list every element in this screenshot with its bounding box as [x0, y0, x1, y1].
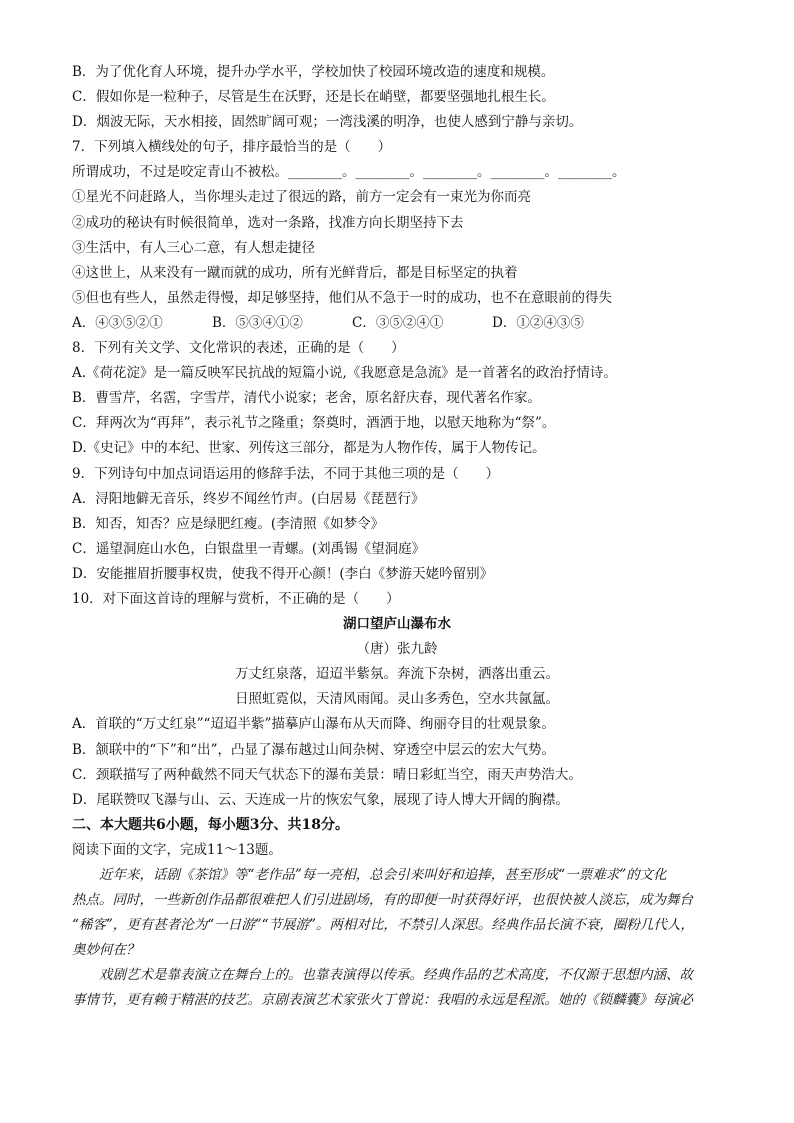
poem-title: 湖口望庐山瀑布水	[343, 616, 451, 633]
q10-option-a: A．首联的“万丈红泉”“迢迢半紫”描摹庐山瀑布从天而降、绚丽夺目的壮观景象。	[72, 716, 555, 733]
reading-passage	[72, 863, 722, 1014]
poem-line-1: 万丈红泉落，迢迢半紫氛。奔流下杂树，洒落出重云。	[235, 666, 559, 683]
q7-item-4: ④这世上，从来没有一蹴而就的成功，所有光鲜背后，都是目标坚定的执着	[72, 264, 518, 281]
q7-choice-a: A．④③⑤②①	[72, 314, 163, 331]
q7-lead-sentence: 所谓成功，不过是咬定青山不被松。________。________。________。________。________。	[72, 164, 626, 181]
q7-item-1: ①星光不问赶路人，当你埋头走过了很远的路，前方一定会有一束光为你而亮	[72, 189, 531, 206]
q8-stem: 8．下列有关文学、文化常识的表述，正确的是（ ）	[72, 340, 405, 357]
poem-line-2: 日照虹霓似，天清风雨闻。灵山多秀色，空水共氤氲。	[235, 691, 559, 708]
q8-option-d: D.《史记》中的本纪、世家、列传这三部分，都是为人物作传，属于人物传记。	[72, 440, 546, 457]
q7-choices	[72, 311, 722, 336]
section-2-intro: 阅读下面的文字，完成11～13题。	[72, 841, 282, 858]
q10-stem: 10．对下面这首诗的理解与赏析，不正确的是（ ）	[72, 590, 400, 607]
q10-option-d: D．尾联赞叹飞瀑与山、云、天连成一片的恢宏气象，展现了诗人博大开阔的胸襟。	[72, 791, 569, 808]
q7-item-5: ⑤但也有些人，虽然走得慢，却足够坚持，他们从不急于一时的成功，也不在意眼前的得失	[72, 289, 612, 306]
q7-item-2: ②成功的秘诀有时候很简单，选对一条路，找准方向长期坚持下去	[72, 214, 464, 231]
poem-author: （唐）张九龄	[356, 641, 438, 658]
q8-option-a: A.《荷花淀》是一篇反映军民抗战的短篇小说,《我愿意是急流》是一首著名的政治抒情诗。	[72, 365, 617, 382]
q7-choice-c: C．③⑤②④①	[352, 314, 444, 331]
section-2-heading: 二、本大题共6小题，每小题3分、共18分。	[72, 816, 349, 833]
q10-option-c: C．颈联描写了两种截然不同天气状态下的瀑布美景：晴日彩虹当空，雨天声势浩大。	[72, 766, 582, 783]
q10-option-b: B．颔联中的“下”和“出”，凸显了瀑布越过山间杂树、穿透空中层云的宏大气势。	[72, 741, 556, 758]
q9-stem: 9．下列诗句中加点词语运用的修辞手法，不同于其他三项的是（ ）	[72, 465, 500, 482]
q7-stem: 7．下列填入横线处的句子，排序最恰当的是（ ）	[72, 139, 392, 156]
q8-option-b: B．曹雪芹，名霑，字雪芹，清代小说家；老舍，原名舒庆春，现代著名作家。	[72, 390, 541, 407]
q8-option-c: C．拜两次为“再拜”，表示礼节之隆重；祭奠时，酒洒于地，以慰天地称为“祭”。	[72, 415, 556, 432]
q6-option-b: B．为了优化育人环境，提升办学水平，学校加快了校园环境改造的速度和规模。	[72, 64, 555, 80]
passage-line: 戏剧艺术是靠表演立在舞台上的。也靠表演得以传承。经典作品的艺术高度，不仅源于思想内涵、故	[99, 967, 693, 984]
q7-choice-b: B．⑤③④①②	[212, 314, 303, 331]
q9-option-d: D．安能摧眉折腰事权贵，使我不得开心颜！(李白《梦游天姥吟留别》	[72, 565, 494, 582]
q6-option-c: C．假如你是一粒种子，尽管是生在沃野，还是长在峭壁，都要坚强地扎根生长。	[72, 89, 555, 106]
q9-option-b: B．知否，知否？应是绿肥红瘦。(李清照《如梦令》	[72, 515, 385, 532]
q7-item-3: ③生活中，有人三心二意，有人想走捷径	[72, 239, 315, 256]
passage-line: “稀客”，更有甚者沦为“一日游”“节展游”。两相对比，不禁引人深思。经典作品长演不衰，圈粉几代人，	[72, 917, 694, 934]
q6-option-d: D．烟波无际，天水相接，固然旷阔可观；一湾浅溪的明净，也使人感到宁静与亲切。	[72, 114, 583, 131]
passage-line: 奥妙何在？	[72, 942, 140, 959]
passage-line: 事情节，更有赖于精湛的技艺。京剧表演艺术家张火丁曾说：我唱的永远是程派。她的《锁麟囊》每演必	[72, 992, 693, 1009]
q7-choice-d: D．①②④③⑤	[492, 314, 584, 331]
q9-option-c: C．遥望洞庭山水色，白银盘里一青螺。(刘禹锡《望洞庭》	[72, 540, 426, 557]
passage-line: 热点。同时，一些新创作品都很难把人们引进剧场，有的即便一时获得好评，也很快被人淡忘，成为舞台	[72, 892, 693, 909]
q9-option-a: A．浔阳地僻无音乐，终岁不闻丝竹声。(白居易《琵琶行》	[72, 490, 425, 507]
passage-line: 近年来，话剧《茶馆》等“老作品”每一亮相，总会引来叫好和追捧，甚至形成“一票难求”的文化	[99, 867, 667, 883]
exam-page	[72, 60, 722, 1014]
